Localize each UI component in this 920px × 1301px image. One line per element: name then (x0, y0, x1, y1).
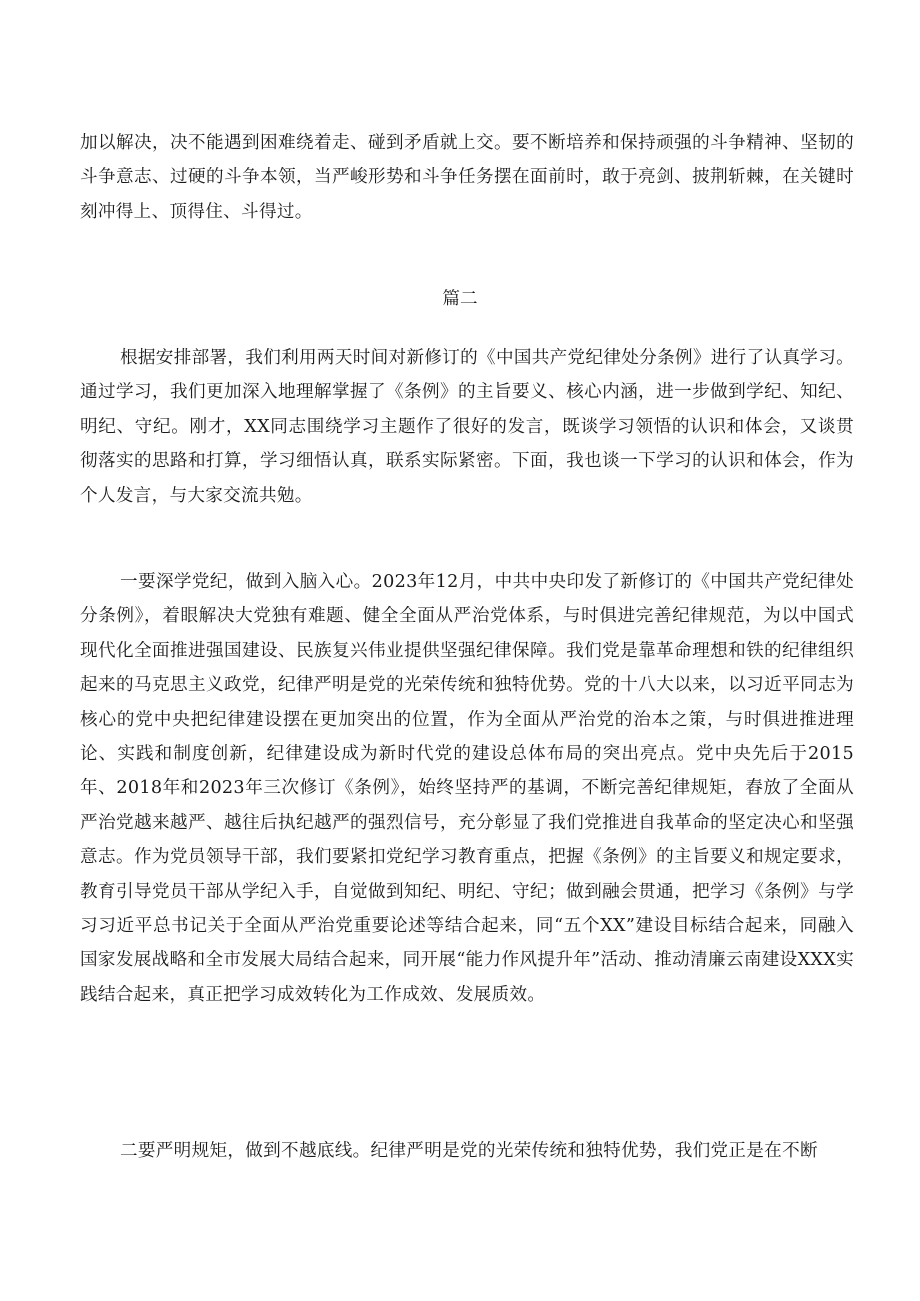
body-paragraph: 二要严明规矩，做到不越底线。纪律严明是党的光荣传统和独特优势，我们党正是在不断 (120, 1141, 818, 1161)
continuation-paragraph: 加以解决，决不能遇到困难绕着走、碰到矛盾就上交。要不断培养和保持顽强的斗争精神、坚韧的斗争意志、过硬的斗争本领，当严峻形势和斗争任务摆在面前时，敢于亮剑、披荆斩棘，在关键时刻冲得上、顶得住、斗得过。 (80, 133, 854, 222)
body-paragraph: 一要深学党纪，做到入脑入心。2023年12月，中共中央印发了新修订的《中国共产党纪律处分条例》，着眼解决大党独有难题、健全全面从严治党体系，与时俱进完善纪律规范，为以中国式现代化全面推进强国建设、民族复兴伟业提供坚强纪律保障。我们党是靠革命理想和铁的纪律组织起来的马克思主义政党，纪律严明是党的光荣传统和独特优势。党的十八大以来，以习近平同志为核心的党中央把纪律建设摆在更加突出的位置，作为全面从严治党的治本之策，与时俱进推进理论、实践和制度创新，纪律建设成为新时代党的建设总体布局的突出亮点。党中央先后于2015年、2018年和2023年三次修订《条例》，始终坚持严的基调，不断完善纪律规矩，舂放了全面从严治党越来越严、越往后执纪越严的强烈信号，充分彰显了我们党推进自我革命的坚定决心和坚强意志。作为党员领导干部，我们要紧扣党纪学习教育重点，把握《条例》的主旨要义和规定要求，教育引导党员干部从学纪入手，自觉做到知纪、明纪、守纪；做到融会贯通，把学习《条例》与学习习近平总书记关于全面从严治党重要论述等结合起来，同“五个XX”建设目标结合起来，同融入国家发展战略和全市发展大局结合起来，同开展“能力作风提升年”活动、推动清廉云南建设XXX实践结合起来，真正把学习成效转化为工作成效、发展质效。 (80, 572, 854, 1005)
body-paragraph: 根据安排部署，我们利用两天时间对新修订的《中国共产党纪律处分条例》进行了认真学习。通过学习，我们更加深入地理解掌握了《条例》的主旨要义、核心内涵，进一步做到学纪、知纪、明纪、守纪。刚才，XX同志围绕学习主题作了很好的发言，既谈学习领悟的认识和体会，又谈贯彻落实的思路和打算，学习细悟认真，联系实际紧密。下面，我也谈一下学习的认识和体会，作为个人发言，与大家交流共勉。 (80, 348, 854, 506)
section-title: 篇二 (442, 289, 478, 309)
